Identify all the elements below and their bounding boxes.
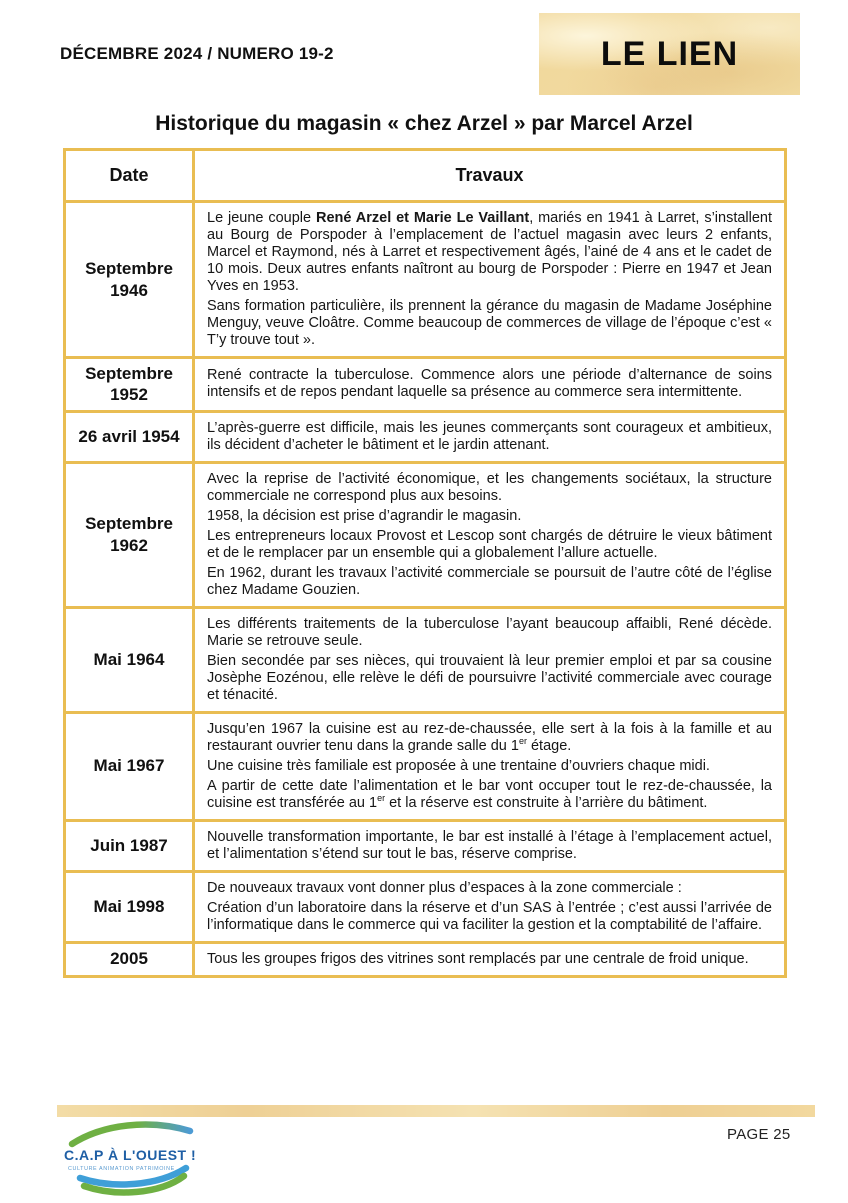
table-row: [65, 942, 786, 976]
travaux-cell: [194, 202, 786, 358]
travaux-paragraph: Nouvelle transformation importante, le bar est installé à l’étage à l’emplacement actuel, et l’alimentation s’étend sur tout le bas, réserve comprise.: [207, 828, 772, 862]
logo-graphic: [58, 1116, 208, 1198]
table-row: [65, 411, 786, 462]
table-row: [65, 712, 786, 820]
masthead-box: [539, 13, 800, 95]
header-row: [65, 150, 786, 202]
history-table-container: [63, 148, 787, 978]
travaux-paragraph: Les différents traitements de la tuberculose l’ayant beaucoup affaibli, René décède. Marie se retrouve seule.: [207, 615, 772, 649]
table-body: [65, 202, 786, 977]
table-row: [65, 202, 786, 358]
date-cell: Mai 1998: [65, 871, 194, 942]
column-header-date: Date: [65, 150, 194, 202]
travaux-paragraph: 1958, la décision est prise d’agrandir le magasin.: [207, 507, 522, 524]
logo-top-swoosh-icon: [72, 1125, 190, 1144]
travaux-paragraph: En 1962, durant les travaux l’activité commerciale se poursuit de l’autre côté de l’église chez Madame Gouzien.: [207, 564, 772, 598]
travaux-paragraph: Sans formation particulière, ils prennent la gérance du magasin de Madame Joséphine Menguy, veuve Cloâtre. Comme beaucoup de commerces de village de l’époque c’est « T’y trouve tout ».: [207, 298, 772, 348]
table-row: [65, 607, 786, 712]
issue-label: DÉCEMBRE 2024 / NUMERO 19-2: [60, 44, 334, 63]
travaux-cell: [194, 712, 786, 820]
travaux-paragraph: René contracte la tuberculose. Commence alors une période d’alternance de soins intensifs et de repos pendant laquelle sa présence au commerce sera intermittente.: [207, 367, 772, 401]
travaux-paragraph: Création d’un laboratoire dans la réserve et d’un SAS à l’entrée ; c’est aussi l’arrivée de l’informatique dans le commerce qui va faciliter la gestion et la comptabilité de l’affaire.: [207, 899, 772, 933]
travaux-cell: [194, 411, 786, 462]
travaux-paragraph: Le jeune couple René Arzel et Marie Le Vaillant, mariés en 1941 à Larret, s’installent au Bourg de Porspoder à l’emplacement de l’actuel magasin avec leurs 2 enfants, Marcel et Raymond, nés à Larret et respectivement âgés, l’ainé de 4 ans et le cadet de 10 mois. Deux autres enfants naîtront au bourg de Porspoder : Pierre en 1947 et Jean Yves en 1953.: [207, 210, 773, 294]
date-cell: Mai 1964: [65, 607, 194, 712]
logo-name: C.A.P À L'OUEST !: [64, 1147, 197, 1163]
table-row: [65, 358, 786, 412]
date-cell: Mai 1967: [65, 712, 194, 820]
travaux-paragraph: Tous les groupes frigos des vitrines sont remplacés par une centrale de froid unique.: [207, 950, 749, 967]
date-cell: 26 avril 1954: [65, 411, 194, 462]
history-table: [63, 148, 787, 978]
logo-tagline: CULTURE ANIMATION PATRIMOINE: [68, 1166, 175, 1172]
travaux-cell: [194, 820, 786, 871]
travaux-paragraph: Une cuisine très familiale est proposée à une trentaine d’ouvriers chaque midi.: [207, 757, 710, 774]
travaux-cell: [194, 358, 786, 412]
travaux-cell: [194, 607, 786, 712]
page-title: Historique du magasin « chez Arzel » par Marcel Arzel: [155, 112, 693, 135]
table-row: [65, 820, 786, 871]
column-header-travaux: Travaux: [194, 150, 786, 202]
date-cell: Septembre 1952: [65, 358, 194, 412]
travaux-paragraph: Jusqu’en 1967 la cuisine est au rez-de-chaussée, elle sert à la fois à la famille et au restaurant ouvrier tenu dans la grande salle du 1er étage.: [207, 720, 772, 754]
masthead-title: LE LIEN: [600, 34, 739, 73]
travaux-paragraph: Avec la reprise de l’activité économique, et les changements sociétaux, la structure commerciale ne correspond plus aux besoins.: [207, 470, 772, 504]
travaux-paragraph: Les entrepreneurs locaux Provost et Lescop sont chargés de détruire le vieux bâtiment et de le remplacer par un ensemble qui a globalement l’allure actuelle.: [207, 527, 772, 561]
date-cell: 2005: [65, 942, 194, 976]
date-cell: Septembre 1962: [65, 462, 194, 607]
travaux-cell: [194, 462, 786, 607]
date-cell: Juin 1987: [65, 820, 194, 871]
page-number: PAGE 25: [727, 1126, 791, 1143]
travaux-paragraph: De nouveaux travaux vont donner plus d’espaces à la zone commerciale :: [207, 879, 682, 896]
travaux-paragraph: Bien secondée par ses nièces, qui trouvaient là leur premier emploi et par sa cousine Josèphe Eozénou, elle relève le défi de poursuivre l’activité commerciale avec courage et ténacité.: [207, 652, 772, 703]
travaux-cell: [194, 942, 786, 976]
table-row: [65, 462, 786, 607]
cap-a-louest-logo: [58, 1116, 208, 1198]
travaux-paragraph: L’après-guerre est difficile, mais les jeunes commerçants sont courageux et ambitieux, ils décident d’acheter le bâtiment et le jardin attenant.: [207, 419, 772, 453]
date-cell: Septembre 1946: [65, 202, 194, 358]
travaux-paragraph: A partir de cette date l’alimentation et le bar vont occuper tout le rez-de-chaussée, la cuisine est transférée au 1er et la réserve est construite à l’arrière du bâtiment.: [207, 777, 772, 811]
table-row: [65, 871, 786, 942]
travaux-cell: [194, 871, 786, 942]
table-head: [65, 150, 786, 202]
